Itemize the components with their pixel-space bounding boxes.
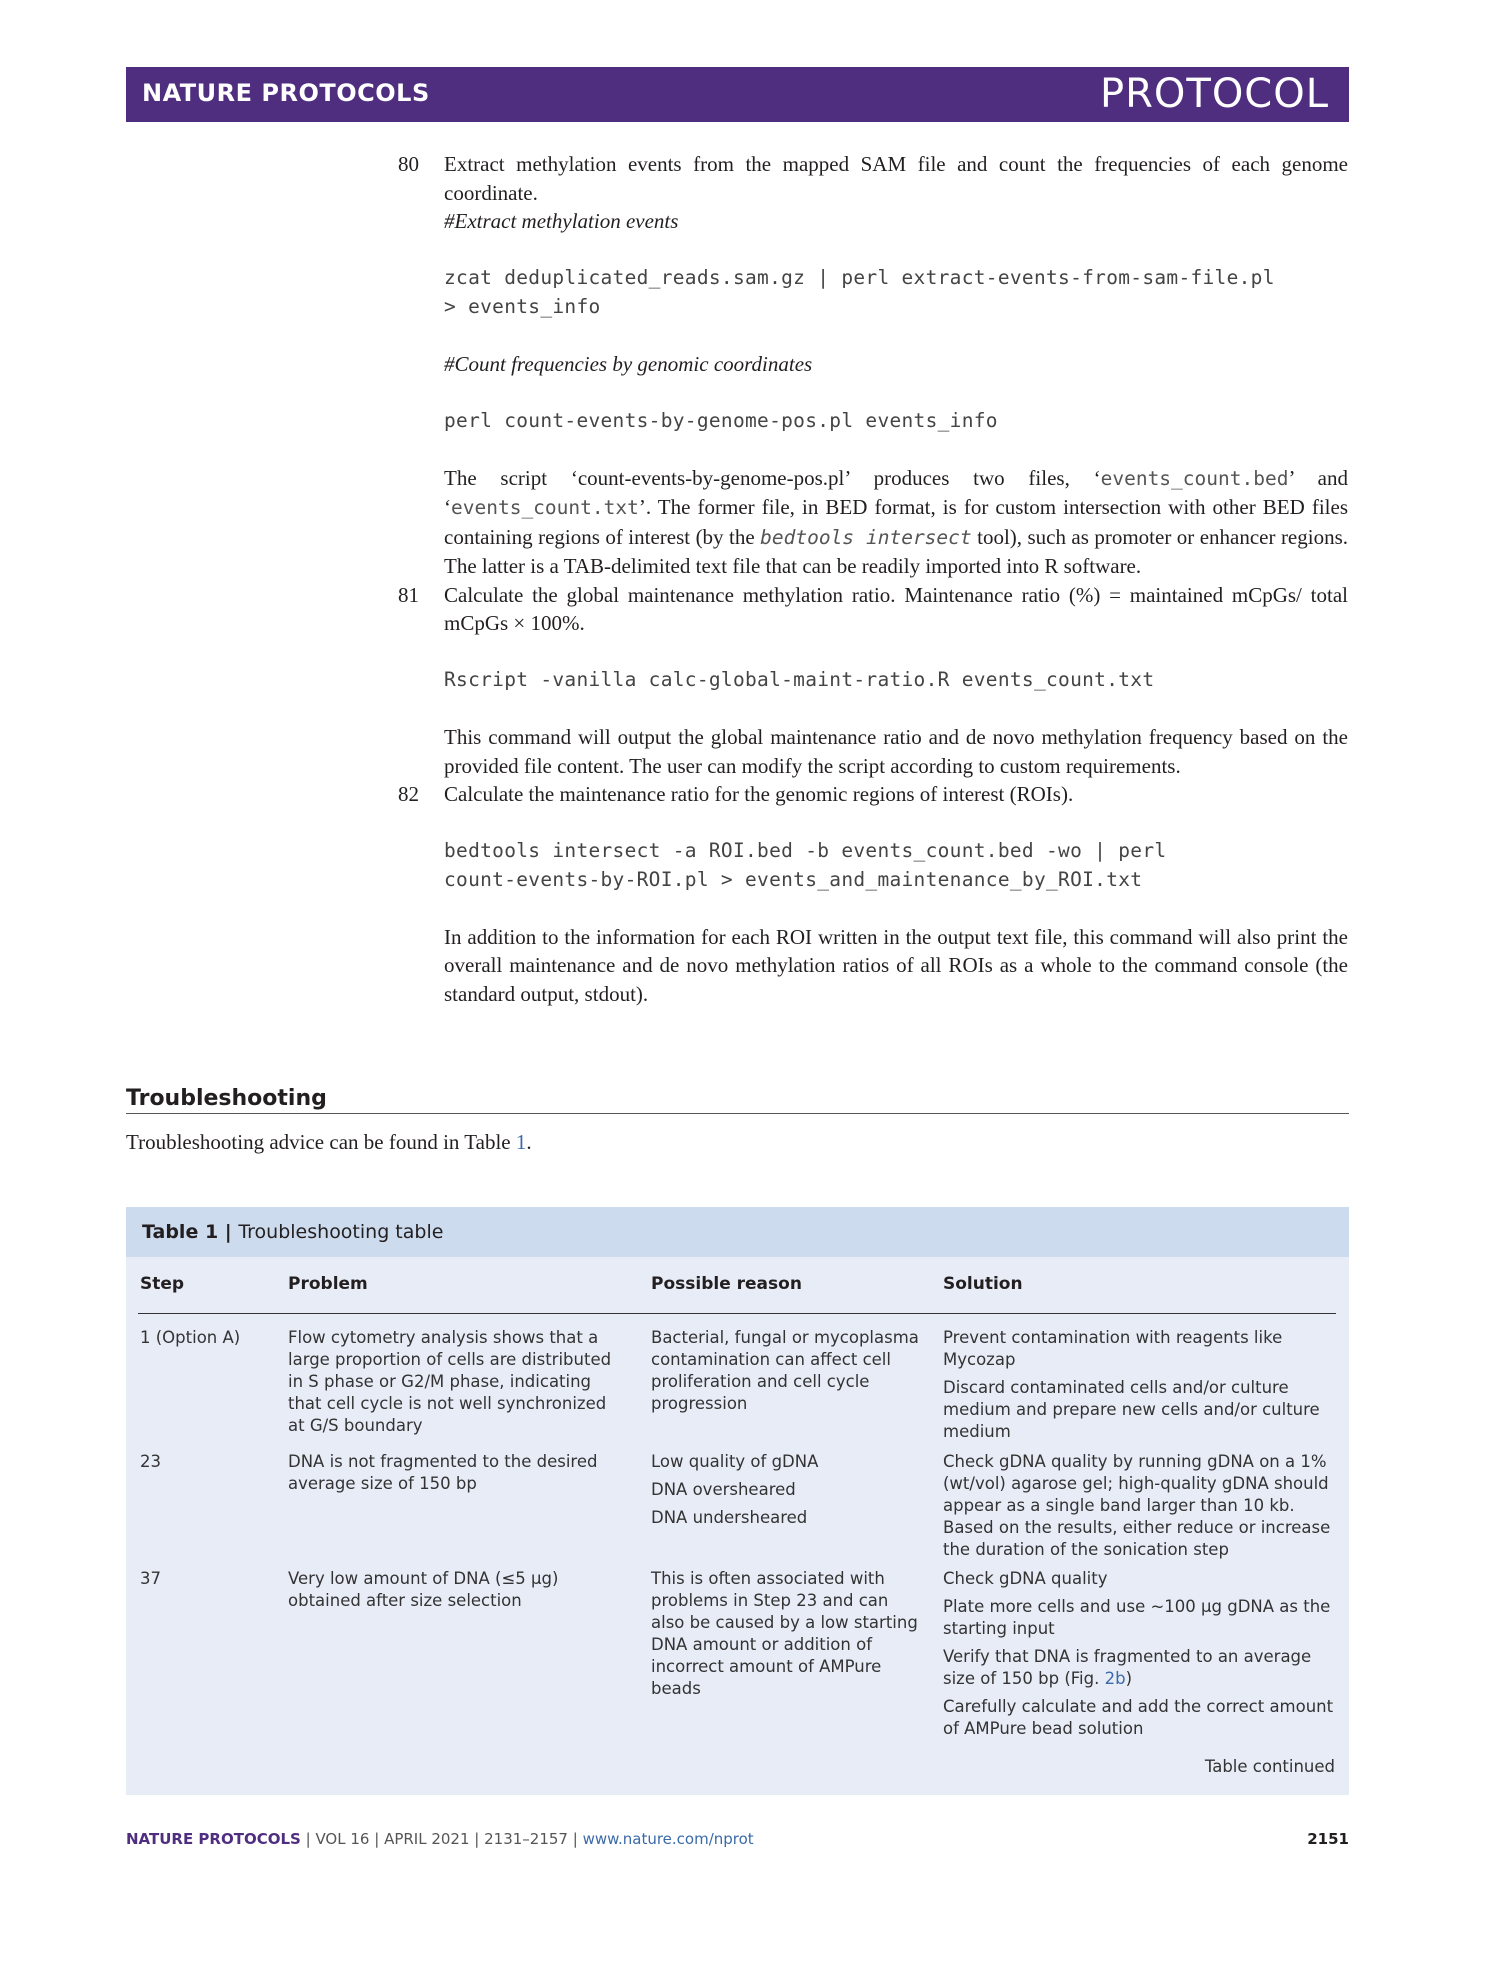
step-80 [398,150,1348,581]
page-footer: NATURE PROTOCOLS | VOL 16 | APRIL 2021 | 2131–2157 | www.nature.com/nprot 2151 [126,1830,1349,1848]
reason-cell: Low quality of gDNA DNA oversheared DNA undersheared [651,1452,819,1527]
table-row [126,1451,1349,1568]
table-row [126,1568,1349,1748]
footer-volume: VOL 16 [315,1830,370,1848]
code-comment: #Count frequencies by genomic coordinates [444,351,813,376]
solution-cell: Check gDNA quality Plate more cells and use ~100 µg gDNA as the starting input Verify that DNA is fragmented to an average size of 150 bp (Fig. 2b) Carefully calculate and add the correct amount of AMPure bead solution [943,1569,1334,1738]
header-divider [138,1313,1336,1314]
journal-header-bar [126,67,1349,122]
step-number: 82 [398,782,419,806]
table-header-row [126,1257,1349,1313]
table-continued-note: Table continued [1204,1757,1335,1776]
code-comment: #Extract methylation events [444,209,679,233]
page-number: 2151 [1307,1830,1349,1848]
table-caption: Table 1 | Troubleshooting table [126,1207,1349,1257]
footer-journal: NATURE PROTOCOLS [126,1830,301,1848]
step-text: Extract methylation events from the mapped SAM file and count the frequencies of each genome coordinate. [444,152,1348,205]
code-line: perl count-events-by-genome-pos.pl events_info [444,408,998,432]
problem-cell: Very low amount of DNA (≤5 µg) obtained after size selection [288,1569,559,1610]
step-text: Calculate the global maintenance methylation ratio. Maintenance ratio (%) = maintained mCpGs/ total mCpGs × 100%. [444,582,1348,635]
problem-cell: DNA is not fragmented to the desired average size of 150 bp [288,1452,598,1493]
code-line: Rscript -vanilla calc-global-maint-ratio.R events_count.txt [444,668,1155,691]
procedure-steps [398,150,1348,1008]
step-text: Calculate the maintenance ratio for the genomic regions of interest (ROIs). [444,782,1074,806]
table-1-link[interactable]: 1 [515,1130,527,1154]
problem-cell: Flow cytometry analysis shows that a large proportion of cells are distributed in S phase or G2/M phase, indicating that cell cycle is not well synchronized at G/S boundary [288,1328,612,1435]
step-cell: 1 (Option A) [140,1328,241,1347]
column-header: Solution [943,1274,1023,1294]
footer-pages: 2131–2157 [484,1830,568,1848]
step-cell: 37 [140,1569,161,1588]
code-line: > events_info [444,294,601,318]
step-paragraph: The script ‘count-events-by-genome-pos.pl’ produces two files, ‘events_count.bed’ and ‘events_count.txt’. The former file, in BED format, is for custom intersection with other BED files containing regions of interest (by the bedtools intersect tool), such as promoter or enhancer regions. The latter is a TAB-delimited text file that can be readily imported into R software. [444,465,1349,578]
step-number: 80 [398,152,419,176]
step-cell: 23 [140,1452,161,1471]
solution-cell: Prevent contamination with reagents like Mycozap Discard contaminated cells and/or culture medium and prepare new cells and/or culture medium [943,1328,1320,1441]
footer-date: APRIL 2021 [384,1830,470,1848]
reason-cell: This is often associated with problems in Step 23 and can also be caused by a low starting DNA amount or addition of incorrect amount of AMPure beads [651,1569,918,1698]
table-row [126,1327,1349,1451]
troubleshooting-table [126,1207,1349,1795]
step-82 [398,780,1348,1008]
step-paragraph: In addition to the information for each ROI written in the output text file, this command will also print the overall maintenance and de novo methylation ratios of all ROIs as a whole to the command console (the standard output, stdout). [444,924,1348,1006]
footer-url-link[interactable]: www.nature.com/nprot [582,1830,754,1848]
column-header: Step [140,1274,185,1294]
table-body [126,1327,1349,1748]
step-paragraph: This command will output the global maintenance ratio and de novo methylation frequency based on the provided file content. The user can modify the script according to custom requirements. [444,725,1348,778]
code-line: zcat deduplicated_reads.sam.gz | perl extract-events-from-sam-file.pl [444,266,1275,289]
column-header: Problem [288,1274,368,1294]
figure-2b-link[interactable]: 2b [1104,1669,1126,1688]
step-number: 81 [398,582,419,607]
solution-cell: Check gDNA quality by running gDNA on a 1% (wt/vol) agarose gel; high-quality gDNA should appear as a single band larger than 10 kb. Based on the results, either reduce or increase the duration of the sonication step [943,1452,1331,1559]
article-type: PROTOCOL [1099,71,1329,117]
section-heading-troubleshooting: Troubleshooting [126,1086,1349,1114]
column-header: Possible reason [651,1274,802,1294]
code-line: count-events-by-ROI.pl > events_and_maintenance_by_ROI.txt [444,867,1143,891]
step-81 [398,581,1348,781]
journal-name: NATURE PROTOCOLS [142,79,430,107]
code-line: bedtools intersect -a ROI.bed -b events_count.bed -wo | perl [444,839,1167,862]
reason-cell: Bacterial, fungal or mycoplasma contamination can affect cell proliferation and cell cycle progression [651,1328,919,1413]
troubleshooting-text: Troubleshooting advice can be found in Table 1. [126,1130,532,1154]
